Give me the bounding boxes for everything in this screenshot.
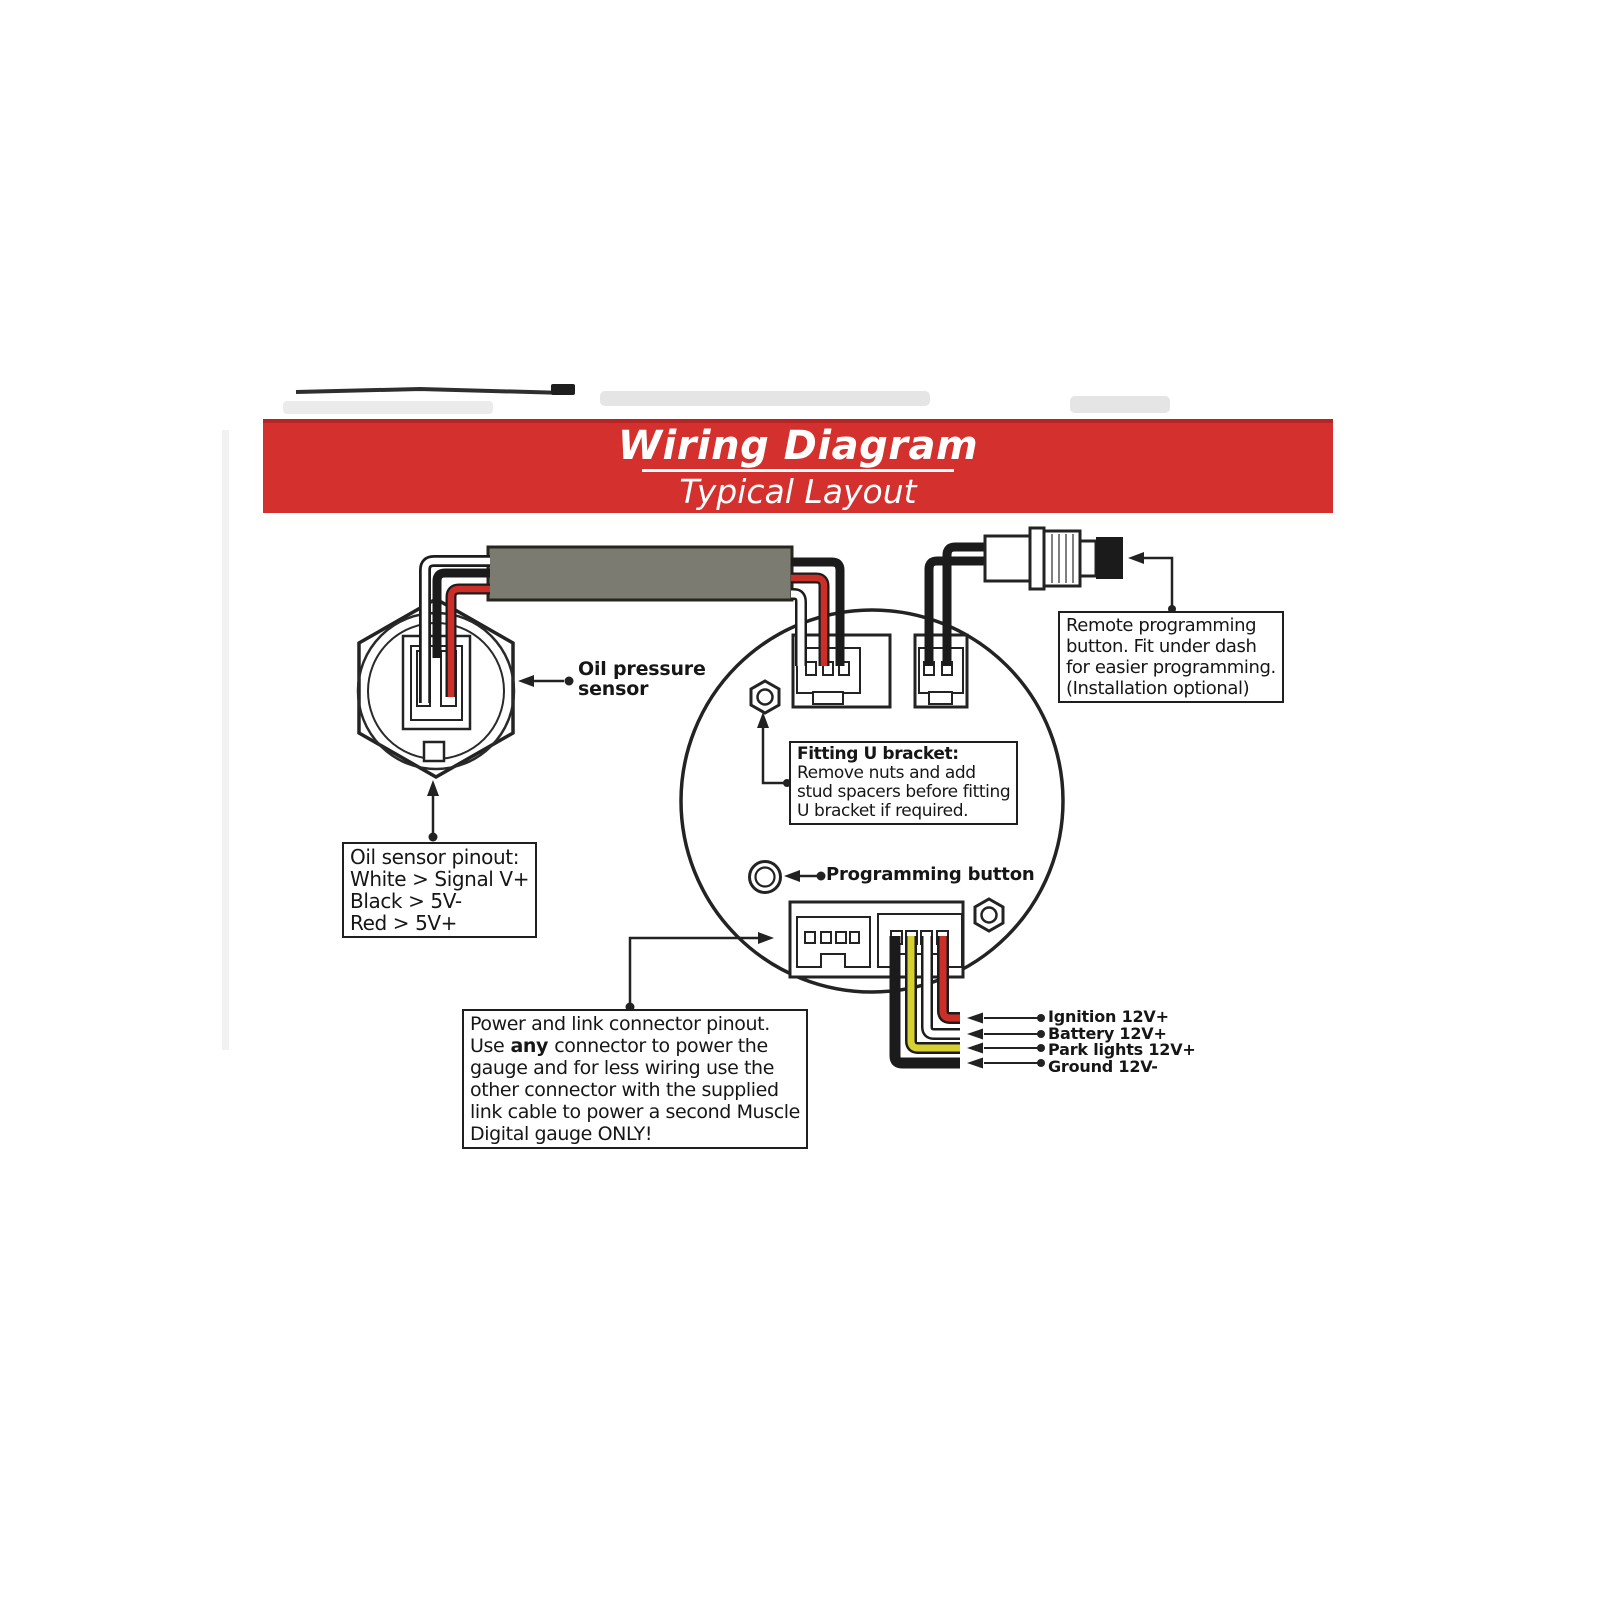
fitting-line: Remove nuts and add [797, 763, 976, 783]
banner-subtitle: Typical Layout [679, 472, 917, 511]
oil-pressure-sensor-label [578, 659, 706, 699]
power-line: Digital gauge ONLY! [470, 1123, 653, 1145]
park-lights-wire-label: Park lights 12V+ [1048, 1040, 1196, 1059]
fitting-line: U bracket if required. [797, 801, 969, 821]
power-line: other connector with the supplied [470, 1079, 779, 1101]
fitting-heading: Fitting U bracket: [797, 744, 959, 764]
power-line: link cable to power a second Muscle [470, 1101, 800, 1123]
fitting-u-bracket-box [789, 741, 1018, 825]
wiring-loom [488, 547, 792, 600]
oil-label-line1: Oil pressure [578, 658, 706, 680]
remote-line: (Installation optional) [1066, 678, 1250, 699]
remote-line: button. Fit under dash [1066, 636, 1257, 657]
power-line-post: connector to power the [554, 1035, 768, 1057]
power-line: gauge and for less wiring use the [470, 1057, 774, 1079]
oil-sensor-pinout-box [342, 842, 537, 938]
stud-nut-top [751, 681, 779, 713]
power-line-pre: Use [470, 1035, 505, 1057]
ground-wire-label: Ground 12V- [1048, 1057, 1158, 1076]
pinout-line: White > Signal V+ [350, 867, 530, 891]
sensor-key-tab [424, 742, 444, 761]
stud-nut-bottom [975, 899, 1003, 931]
fitting-line: stud spacers before fitting [797, 782, 1011, 802]
power-line: Power and link connector pinout. [470, 1013, 770, 1035]
pinout-line: Black > 5V- [350, 889, 462, 913]
banner-title: Wiring Diagram [617, 423, 979, 469]
remote-line: for easier programming. [1066, 657, 1276, 678]
oil-label-line2: sensor [578, 678, 649, 700]
programming-button-label: Programming button [826, 864, 1035, 885]
ignition-wire-label: Ignition 12V+ [1048, 1007, 1169, 1026]
power-link-box [462, 1009, 808, 1149]
remote-programming-button [985, 528, 1123, 589]
battery-wire-label: Battery 12V+ [1048, 1024, 1167, 1043]
pinout-line: Red > 5V+ [350, 911, 458, 935]
remote-programming-box [1058, 611, 1284, 703]
power-line [470, 1035, 800, 1057]
button-cap [1096, 537, 1123, 579]
header-banner [263, 419, 1333, 513]
power-line-bold: any [504, 1035, 555, 1057]
remote-line: Remote programming [1066, 615, 1257, 636]
programming-button [750, 862, 781, 893]
pinout-line: Oil sensor pinout: [350, 845, 520, 869]
